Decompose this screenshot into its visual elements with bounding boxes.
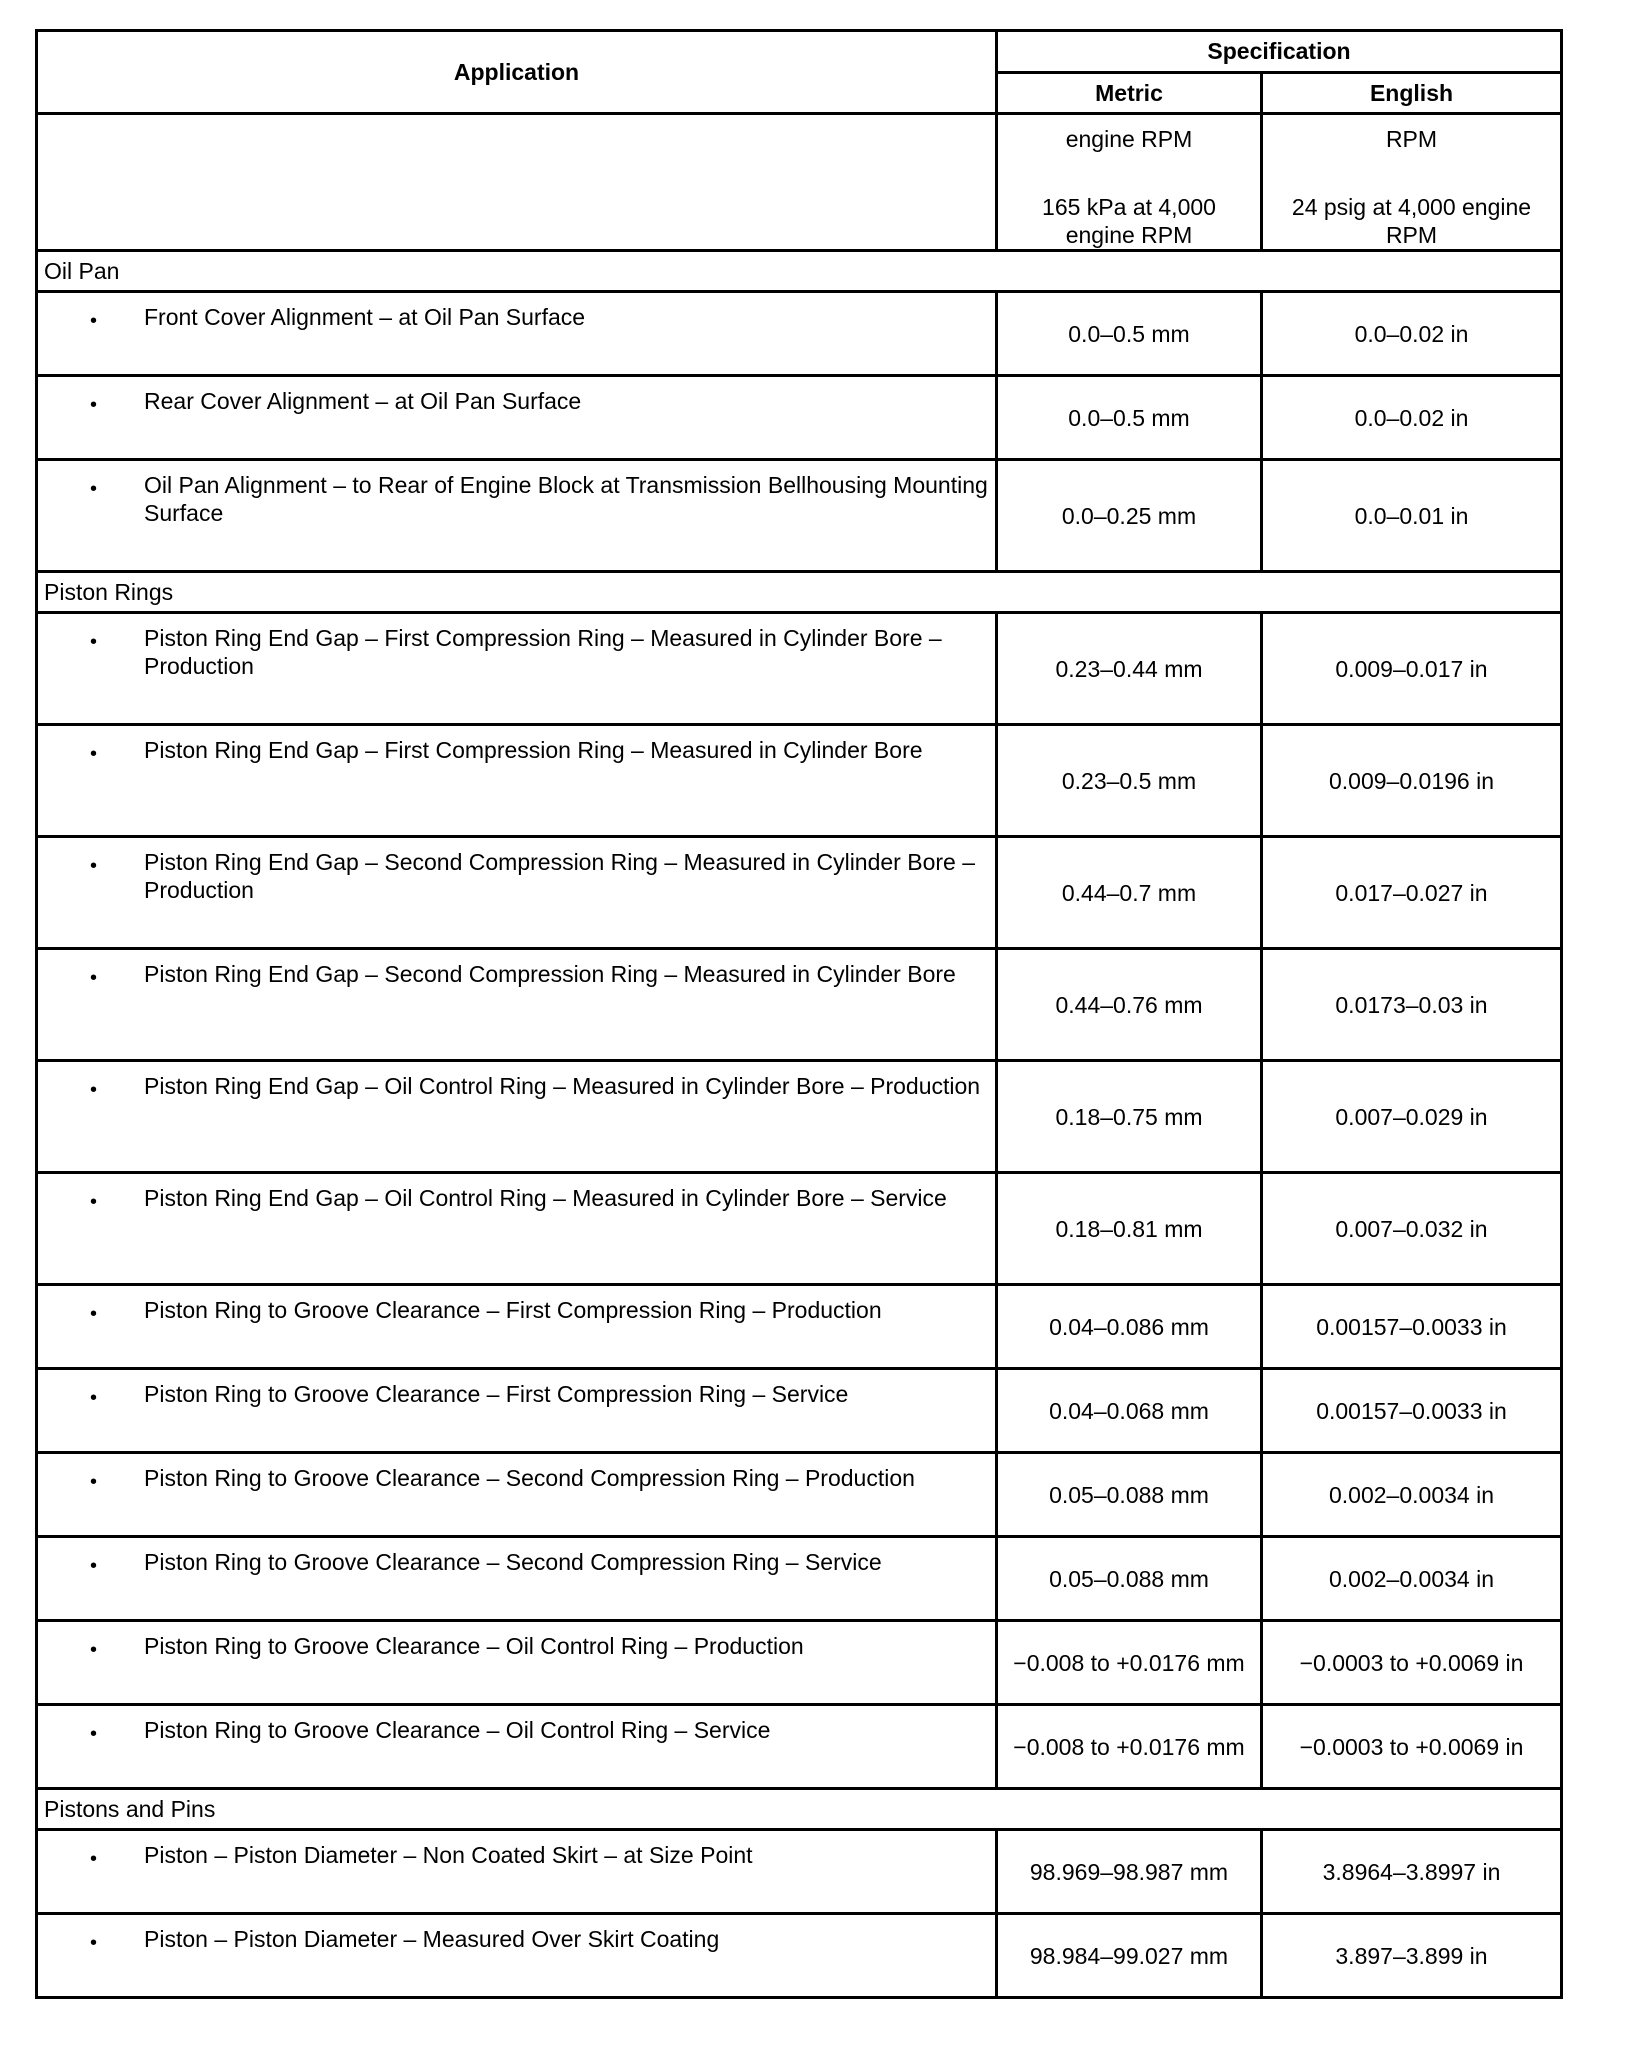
application-text: Piston Ring End Gap – Oil Control Ring – Measured in Cylinder Bore – Service <box>144 1185 947 1211</box>
bullet-icon: • <box>90 394 98 416</box>
table-row <box>37 1173 1562 1285</box>
table-row <box>37 1914 1562 1998</box>
table-row <box>37 1621 1562 1705</box>
bullet-icon: • <box>90 1471 98 1493</box>
table-row <box>37 1830 1562 1914</box>
table-row <box>37 1061 1562 1173</box>
application-cell <box>37 292 997 376</box>
application-cell <box>37 1914 997 1998</box>
english-value: −0.0003 to +0.0069 in <box>1262 1621 1562 1705</box>
application-text: Piston Ring to Groove Clearance – First Compression Ring – Service <box>144 1381 849 1407</box>
application-cell <box>37 1369 997 1453</box>
section-title: Pistons and Pins <box>37 1789 1562 1830</box>
english-value: 0.009–0.017 in <box>1262 613 1562 725</box>
bullet-icon: • <box>90 478 98 500</box>
application-cell <box>37 1173 997 1285</box>
continuation-metric-cell <box>997 114 1262 251</box>
application-text: Piston Ring to Groove Clearance – Second Compression Ring – Service <box>144 1549 882 1575</box>
table-row <box>37 1285 1562 1369</box>
table-body <box>37 114 1562 1998</box>
continuation-metric-bottom-1: 165 kPa at 4,000 <box>1042 194 1216 220</box>
bullet-icon: • <box>90 743 98 765</box>
metric-value: 0.23–0.44 mm <box>997 613 1262 725</box>
metric-value: −0.008 to +0.0176 mm <box>997 1621 1262 1705</box>
english-value: 0.0–0.02 in <box>1262 376 1562 460</box>
application-text: Piston Ring to Groove Clearance – Oil Control Ring – Production <box>144 1633 804 1659</box>
application-cell <box>37 949 997 1061</box>
continuation-english-bottom-2: RPM <box>1385 222 1438 248</box>
application-cell <box>37 1621 997 1705</box>
metric-value: 0.04–0.068 mm <box>997 1369 1262 1453</box>
application-header: Application <box>37 31 997 114</box>
application-text: Piston Ring to Groove Clearance – Second Compression Ring – Production <box>144 1465 915 1491</box>
table-header <box>37 31 1562 114</box>
bullet-icon: • <box>90 855 98 877</box>
application-cell <box>37 725 997 837</box>
english-value: 0.0–0.02 in <box>1262 292 1562 376</box>
metric-header: Metric <box>997 72 1262 114</box>
bullet-icon: • <box>90 310 98 332</box>
table-row <box>37 1705 1562 1789</box>
application-text: Rear Cover Alignment – at Oil Pan Surface <box>144 388 582 414</box>
bullet-icon: • <box>90 1303 98 1325</box>
application-cell <box>37 613 997 725</box>
english-value: 0.017–0.027 in <box>1262 837 1562 949</box>
bullet-icon: • <box>90 1848 98 1870</box>
bullet-icon: • <box>90 1723 98 1745</box>
application-cell <box>37 460 997 572</box>
table-row <box>37 837 1562 949</box>
metric-value: 0.05–0.088 mm <box>997 1537 1262 1621</box>
english-value: 0.007–0.032 in <box>1262 1173 1562 1285</box>
metric-value: 0.23–0.5 mm <box>997 725 1262 837</box>
application-cell <box>37 1285 997 1369</box>
metric-value: 0.44–0.76 mm <box>997 949 1262 1061</box>
section-row <box>37 251 1562 292</box>
application-text: Front Cover Alignment – at Oil Pan Surface <box>144 304 586 330</box>
application-cell <box>37 1537 997 1621</box>
english-value: 0.00157–0.0033 in <box>1262 1285 1562 1369</box>
application-cell <box>37 376 997 460</box>
english-value: 3.8964–3.8997 in <box>1262 1830 1562 1914</box>
bullet-icon: • <box>90 631 98 653</box>
application-cell <box>37 1061 997 1173</box>
application-text: Piston Ring End Gap – Oil Control Ring – Measured in Cylinder Bore – Production <box>144 1073 981 1099</box>
metric-value: 0.05–0.088 mm <box>997 1453 1262 1537</box>
application-text: Piston Ring End Gap – Second Compression Ring – Measured in Cylinder Bore – Production <box>144 849 975 903</box>
specification-header: Specification <box>997 31 1562 73</box>
continuation-english-cell <box>1262 114 1562 251</box>
application-text: Piston – Piston Diameter – Measured Over Skirt Coating <box>144 1926 720 1952</box>
english-value: 0.002–0.0034 in <box>1262 1537 1562 1621</box>
application-cell <box>37 1705 997 1789</box>
bullet-icon: • <box>90 1932 98 1954</box>
application-text: Oil Pan Alignment – to Rear of Engine Block at Transmission Bellhousing Mounting Surface <box>144 472 988 526</box>
english-header: English <box>1262 72 1562 114</box>
table-row <box>37 460 1562 572</box>
metric-value: 0.44–0.7 mm <box>997 837 1262 949</box>
bullet-icon: • <box>90 1639 98 1661</box>
section-title: Piston Rings <box>37 572 1562 613</box>
english-value: −0.0003 to +0.0069 in <box>1262 1705 1562 1789</box>
application-text: Piston Ring to Groove Clearance – First Compression Ring – Production <box>144 1297 882 1323</box>
metric-value: 0.0–0.25 mm <box>997 460 1262 572</box>
english-value: 0.0173–0.03 in <box>1262 949 1562 1061</box>
section-row <box>37 572 1562 613</box>
table-row <box>37 1453 1562 1537</box>
bullet-icon: • <box>90 1191 98 1213</box>
metric-value: 98.969–98.987 mm <box>997 1830 1262 1914</box>
bullet-icon: • <box>90 1387 98 1409</box>
application-text: Piston Ring End Gap – Second Compression Ring – Measured in Cylinder Bore <box>144 961 956 987</box>
application-text: Piston – Piston Diameter – Non Coated Skirt – at Size Point <box>144 1842 753 1868</box>
english-value: 0.009–0.0196 in <box>1262 725 1562 837</box>
metric-value: 98.984–99.027 mm <box>997 1914 1262 1998</box>
bullet-icon: • <box>90 1555 98 1577</box>
metric-value: 0.0–0.5 mm <box>997 376 1262 460</box>
section-title: Oil Pan <box>37 251 1562 292</box>
specification-table <box>35 29 1563 1999</box>
english-value: 0.007–0.029 in <box>1262 1061 1562 1173</box>
metric-value: 0.18–0.81 mm <box>997 1173 1262 1285</box>
continuation-metric-top: engine RPM <box>1065 126 1193 152</box>
metric-value: 0.04–0.086 mm <box>997 1285 1262 1369</box>
table-row <box>37 1537 1562 1621</box>
table-row <box>37 613 1562 725</box>
table-row <box>37 292 1562 376</box>
application-cell <box>37 837 997 949</box>
section-row <box>37 1789 1562 1830</box>
english-value: 0.002–0.0034 in <box>1262 1453 1562 1537</box>
table-row <box>37 725 1562 837</box>
bullet-icon: • <box>90 1079 98 1101</box>
metric-value: 0.18–0.75 mm <box>997 1061 1262 1173</box>
application-text: Piston Ring End Gap – First Compression Ring – Measured in Cylinder Bore <box>144 737 923 763</box>
english-value: 3.897–3.899 in <box>1262 1914 1562 1998</box>
application-cell <box>37 1453 997 1537</box>
application-text: Piston Ring to Groove Clearance – Oil Control Ring – Service <box>144 1717 771 1743</box>
english-value: 0.0–0.01 in <box>1262 460 1562 572</box>
english-value: 0.00157–0.0033 in <box>1262 1369 1562 1453</box>
continuation-english-bottom-1: 24 psig at 4,000 engine <box>1291 194 1532 220</box>
continuation-row <box>37 114 1562 251</box>
table-row <box>37 376 1562 460</box>
application-cell <box>37 1830 997 1914</box>
metric-value: −0.008 to +0.0176 mm <box>997 1705 1262 1789</box>
continuation-application-cell <box>37 114 997 251</box>
continuation-english-top: RPM <box>1385 126 1438 152</box>
application-text: Piston Ring End Gap – First Compression Ring – Measured in Cylinder Bore – Production <box>144 625 942 679</box>
table-row <box>37 1369 1562 1453</box>
table-row <box>37 949 1562 1061</box>
metric-value: 0.0–0.5 mm <box>997 292 1262 376</box>
bullet-icon: • <box>90 967 98 989</box>
continuation-metric-bottom-2: engine RPM <box>1065 222 1193 248</box>
